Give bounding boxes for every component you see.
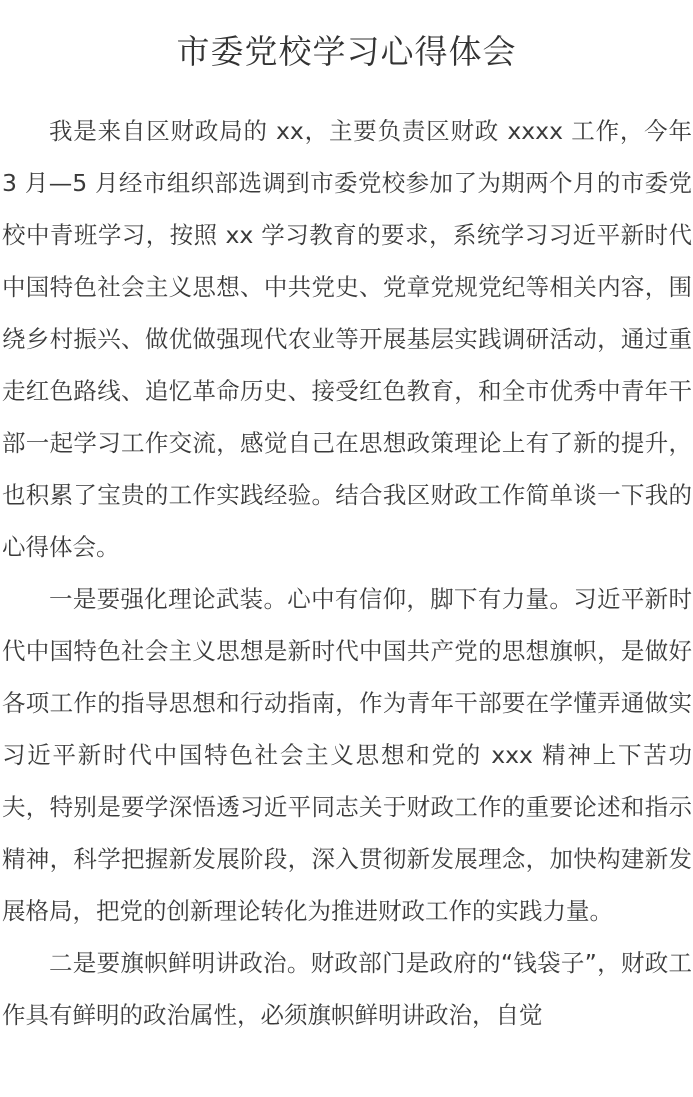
- paragraph-theory: 一是要强化理论武装。心中有信仰，脚下有力量。习近平新时代中国特色社会主义思想是新时代中国共产党的思想旗帜，是做好各项工作的指导思想和行动指南，作为青年干部要在学懂弄通做实习近平新时代中国特色社会主义思想和党的 xxx 精神上下苦功夫，特别是要学深悟透习近平同志关于财政工作的重要论述和指示精神，科学把握新发展阶段，深入贯彻新发展理念，加快构建新发展格局，把党的创新理论转化为推进财政工作的实践力量。: [2, 585, 692, 925]
- document-title: 市委党校学习心得体会: [176, 32, 517, 71]
- document-body: [2, 105, 692, 1041]
- paragraph-intro: 我是来自区财政局的 xx，主要负责区财政 xxxx 工作，今年 3 月—5 月经市组织部选调到市委党校参加了为期两个月的市委党校中青班学习，按照 xx 学习教育的要求，系统学习习近平新时代中国特色社会主义思想、中共党史、党章党规党纪等相关内容，围绕乡村振兴、做优做强现代农业等开展基层实践调研活动，通过重走红色路线、追忆革命历史、接受红色教育，和全市优秀中青年干部一起学习工作交流，感觉自己在思想政策理论上有了新的提升，也积累了宝贵的工作实践经验。结合我区财政工作简单谈一下我的心得体会。: [2, 117, 692, 561]
- paragraph-politics: 二是要旗帜鲜明讲政治。财政部门是政府的“钱袋子”，财政工作具有鲜明的政治属性，必须旗帜鲜明讲政治，自觉: [2, 949, 692, 1029]
